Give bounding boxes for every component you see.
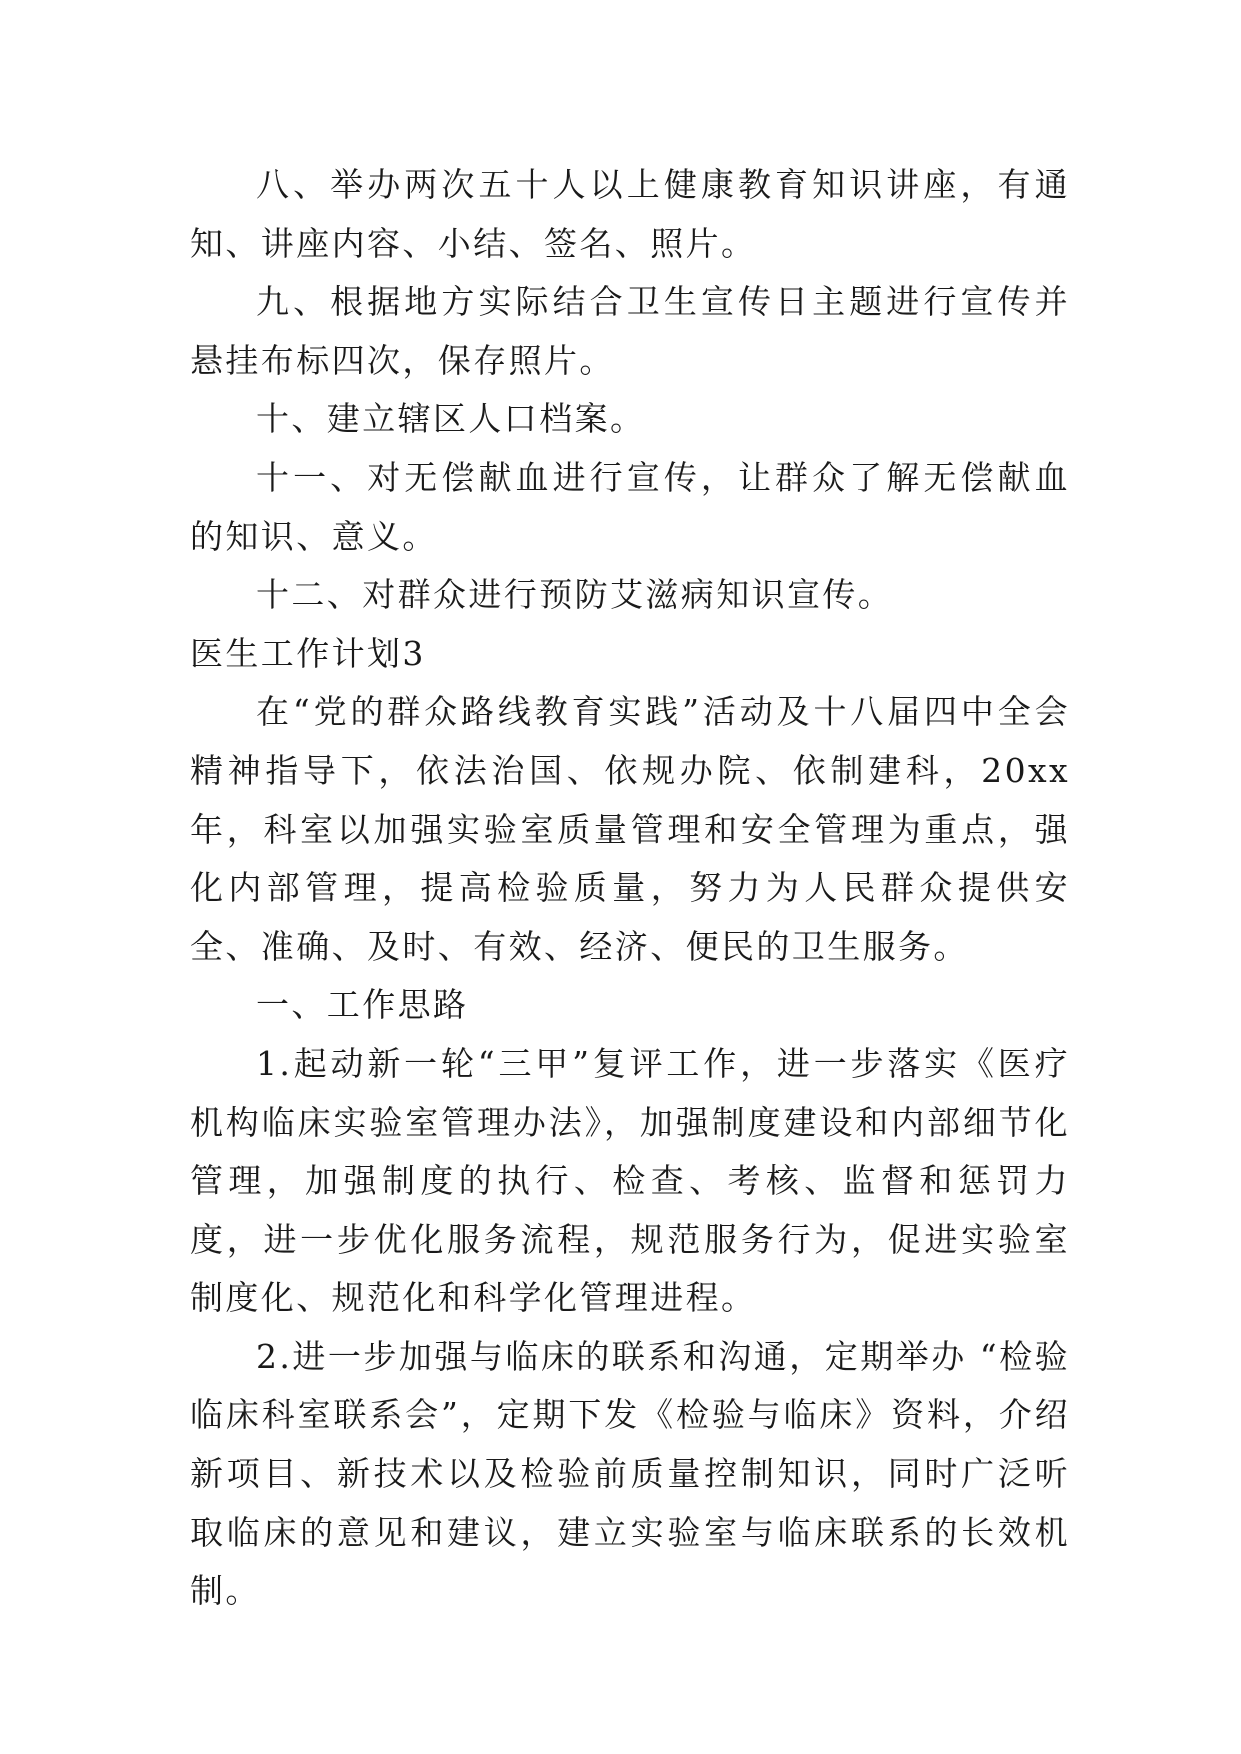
paragraph-item-12: 十二、对群众进行预防艾滋病知识宣传。 — [256, 575, 894, 615]
paragraph-item-10: 十、建立辖区人口档案。 — [256, 399, 646, 439]
paragraph-item-11: 十一、对无偿献血进行宣传，让群众了解无偿献血的知识、意义。 — [190, 457, 1070, 556]
intro-paragraph: 在“党的群众路线教育实践”活动及十八届四中全会精神指导下，依法治国、依规办院、依制建科，20xx年，科室以加强实验室质量管理和安全管理为重点，强化内部管理，提高检验质量，努力为人民群众提供安全、准确、及时、有效、经济、便民的卫生服务。 — [190, 692, 1070, 966]
document-body — [190, 156, 1070, 1621]
paragraph-item-9: 九、根据地方实际结合卫生宣传日主题进行宣传并悬挂布标四次，保存照片。 — [190, 282, 1070, 380]
section-heading: 医生工作计划3 — [190, 633, 426, 673]
point-1-paragraph: 1.起动新一轮“三甲”复评工作，进一步落实《医疗机构临床实验室管理办法》，加强制度建设和内部细节化管理，加强制度的执行、检查、考核、监督和惩罚力度，进一步优化服务流程，规范服务行为，促进实验室制度化、规范化和科学化管理进程。 — [190, 1043, 1070, 1318]
point-2-paragraph: 2.进一步加强与临床的联系和沟通，定期举办 “检验临床科室联系会”，定期下发《检验与临床》资料，介绍新项目、新技术以及检验前质量控制知识，同时广泛听取临床的意见和建议，建立实验室与临床联系的长效机制。 — [190, 1336, 1070, 1611]
subsection-heading: 一、工作思路 — [256, 985, 469, 1025]
paragraph-item-8: 八、举办两次五十人以上健康教育知识讲座，有通知、讲座内容、小结、签名、照片。 — [190, 165, 1070, 263]
